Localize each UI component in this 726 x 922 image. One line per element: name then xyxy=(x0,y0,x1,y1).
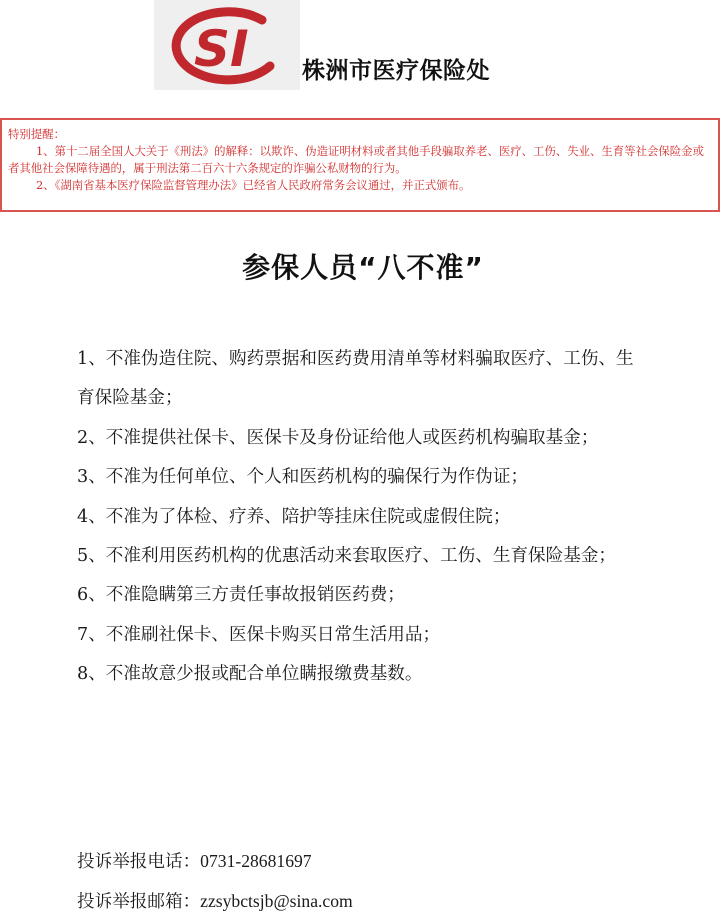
rule-item: 7、不准刷社保卡、医保卡购买日常生活用品； xyxy=(77,624,441,645)
rule-item: 1、不准伪造住院、购药票据和医药费用清单等材料骗取医疗、工伤、生育保险基金； xyxy=(77,349,634,409)
contact-info xyxy=(77,842,637,922)
phone-label: 投诉举报电话： xyxy=(77,852,201,872)
rule-item: 4、不准为了体检、疗养、陪护等挂床住院或虚假住院； xyxy=(77,506,511,527)
email-row xyxy=(77,882,637,922)
email-label: 投诉举报邮箱： xyxy=(77,892,201,912)
social-insurance-logo xyxy=(154,0,300,90)
rule-item: 6、不准隐瞒第三方责任事故报销医药费； xyxy=(77,585,405,606)
notice-item: 1、第十二届全国人大关于《刑法》的解释：以欺诈、伪造证明材料或者其他手段骗取养老、医疗、工伤、失业、生育等社会保险金或者其他社会保障待遇的，属于刑法第二百六十六条规定的诈骗公私财物的行为。 xyxy=(8,144,704,175)
page-header xyxy=(154,0,554,92)
email-address: zzsybctsjb@sina.com xyxy=(200,891,353,911)
si-logo-icon xyxy=(154,0,300,90)
rule-item: 8、不准故意少报或配合单位瞒报缴费基数。 xyxy=(77,664,423,685)
rule-item: 2、不准提供社保卡、医保卡及身份证给他人或医药机构骗取基金； xyxy=(77,427,599,448)
rule-item: 5、不准利用医药机构的优惠活动来套取医疗、工伤、生育保险基金； xyxy=(77,546,617,567)
notice-title: 特别提醒： xyxy=(8,127,65,141)
notice-item: 2、《湖南省基本医疗保险监督管理办法》已经省人民政府常务会议通过，并正式颁布。 xyxy=(36,178,471,192)
organization-name: 株洲市医疗保险处 xyxy=(302,58,490,84)
page-title: 参保人员“八不准” xyxy=(242,251,484,284)
special-notice-box xyxy=(0,118,720,212)
phone-number: 0731-28681697 xyxy=(200,851,312,871)
rule-item: 3、不准为任何单位、个人和医药机构的骗保行为作伪证； xyxy=(77,467,529,488)
phone-row xyxy=(77,842,637,882)
rules-list xyxy=(77,340,645,695)
logo-text: SI xyxy=(194,20,249,78)
